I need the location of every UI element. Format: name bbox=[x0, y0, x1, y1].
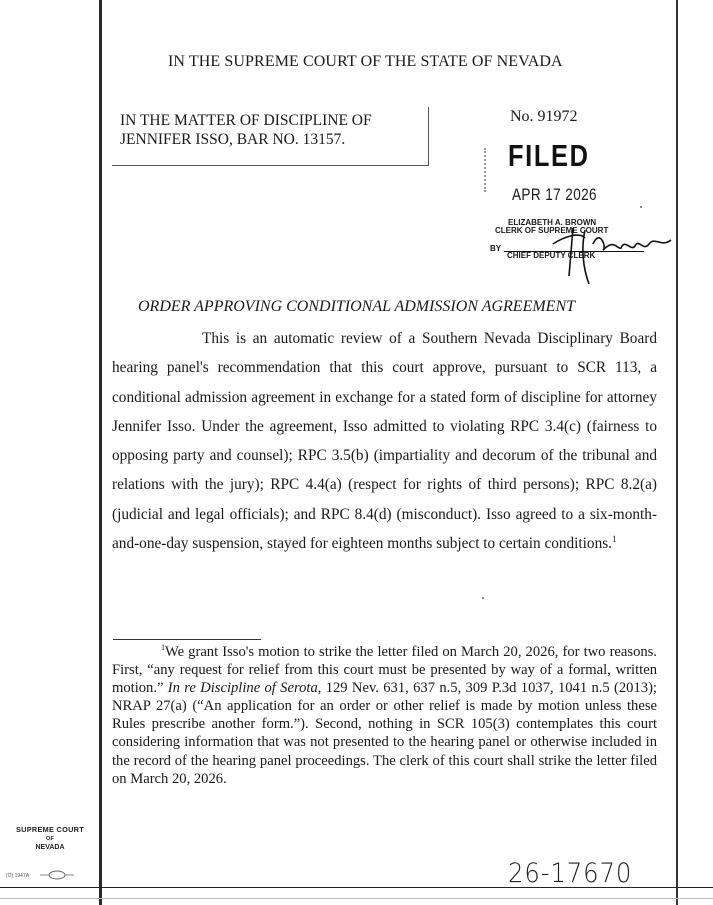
footnote-text-b: , 129 Nev. 631, 637 n.5, 309 P.3d 1037, 1041 n.5 (2013); NRAP 27(a) (“An application for an order or other relief is made by motion unless these Rules prescribe another form.”). Second, nothing in SCR 105(3) contemplates this court considering information that was not presented to the hearing panel or otherwise included in the record of the hearing panel proceedings. The clerk of this court shall strike the letter filed on March 20, 2026. bbox=[112, 680, 657, 787]
order-title: ORDER APPROVING CONDITIONAL ADMISSION AGREEMENT bbox=[138, 298, 576, 315]
clerk-by-label: BY bbox=[490, 244, 502, 253]
clerk-signature bbox=[545, 218, 675, 288]
case-caption-box bbox=[112, 107, 429, 166]
stamp-dots bbox=[484, 148, 489, 192]
clerk-title: CLERK OF SUPREME COURT bbox=[495, 226, 609, 235]
left-margin-rule bbox=[99, 0, 102, 905]
bottom-rule-secondary bbox=[0, 898, 713, 899]
case-citation: In re Discipline of Serota bbox=[167, 680, 318, 697]
caption-line-1: IN THE MATTER OF DISCIPLINE OF bbox=[120, 112, 372, 129]
filed-stamp-label: FILED bbox=[508, 138, 590, 173]
scan-speck bbox=[482, 597, 484, 599]
seal-line-3: NEVADA bbox=[35, 844, 65, 851]
deputy-clerk-title: CHIEF DEPUTY CLERK bbox=[507, 251, 596, 260]
right-margin-rule bbox=[676, 0, 678, 905]
seal-line-2: OF bbox=[46, 836, 54, 842]
case-number: No. 91972 bbox=[510, 108, 578, 125]
footnote-1 bbox=[112, 643, 657, 788]
order-body bbox=[112, 324, 657, 558]
footnote-text-a: We grant Isso's motion to strike the letter filed on March 20, 2026, for two reasons. First, “any request for relief from this court must be presented by way of a formal, written motion.” bbox=[112, 644, 657, 697]
court-seal-block bbox=[4, 825, 96, 851]
case-caption bbox=[120, 111, 372, 149]
order-paragraph-text: This is an automatic review of a Southern Nevada Disciplinary Board hearing panel's recommendation that this court approve, pursuant to SCR 113, a conditional admission agreement in exchange for a stated form of discipline for attorney Jennifer Isso. Under the agreement, Isso admitted to violating RPC 3.4(c) (fairness to opposing party and counsel); RPC 3.5(b) (impartiality and decorum of the tribunal and relations with the jury); RPC 4.4(a) (respect for rights of third persons); RPC 8.2(a) (judicial and legal officials); and RPC 8.4(d) (misconduct). Isso agreed to a six-month-and-one-day suspension, stayed for eighteen months subject to certain conditions. bbox=[112, 330, 657, 553]
court-title: IN THE SUPREME COURT OF THE STATE OF NEVADA bbox=[168, 53, 563, 70]
seal-line-1: SUPREME COURT bbox=[16, 825, 84, 834]
caption-line-2: JENNIFER ISSO, BAR NO. 13157. bbox=[120, 131, 346, 148]
footnote-marker: 1 bbox=[161, 643, 165, 653]
filed-stamp-date: APR 17 2026 bbox=[512, 186, 597, 204]
seal-emblem-icon bbox=[40, 870, 74, 880]
footnote-reference[interactable]: 1 bbox=[612, 533, 617, 544]
clerk-name: ELIZABETH A. BROWN bbox=[508, 218, 597, 227]
footnote-separator bbox=[113, 639, 261, 640]
scan-speck bbox=[640, 206, 642, 208]
handwritten-document-number: 26-17670 bbox=[508, 858, 633, 889]
form-id: (O) 1947A bbox=[6, 873, 30, 879]
order-paragraph bbox=[112, 324, 657, 558]
footnote-paragraph bbox=[112, 643, 657, 788]
